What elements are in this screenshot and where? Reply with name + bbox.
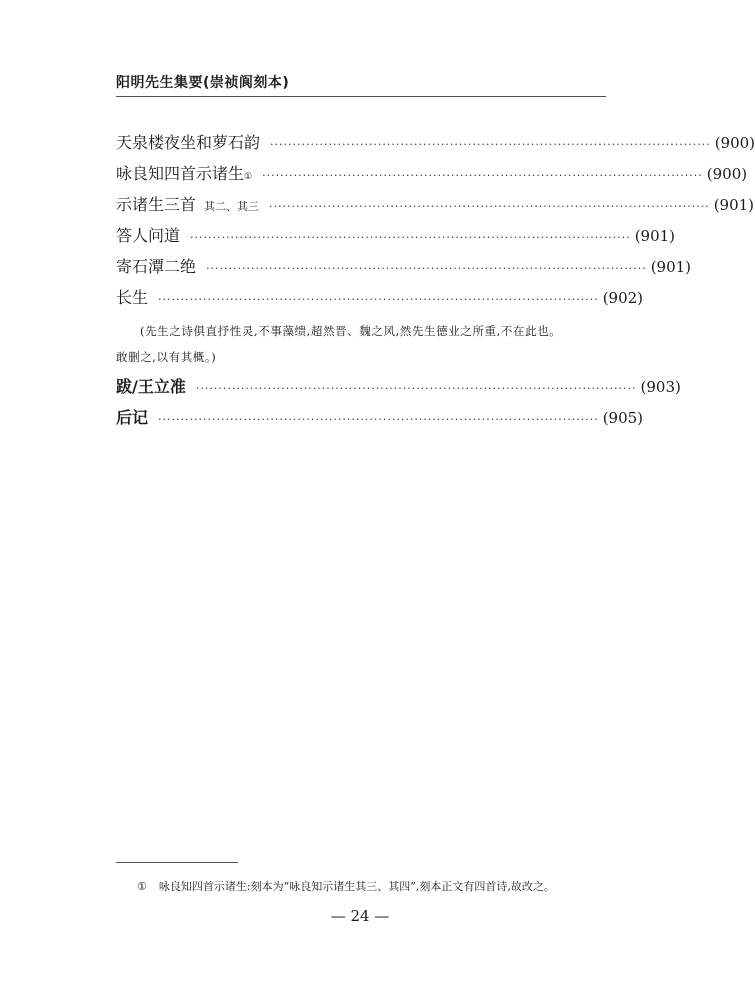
editorial-note-line: 敢删之,以有其概。) (116, 350, 217, 364)
dot-leader: ·································································································· (190, 231, 631, 244)
footnote-mark: ① (137, 880, 147, 893)
toc-entry-page: (901) (713, 196, 755, 214)
page-number: — 24 — (330, 907, 390, 925)
editorial-note (116, 318, 606, 370)
dot-leader: ·································································································· (206, 262, 647, 275)
toc-entry-title: 答人问道 (116, 226, 181, 245)
toc-entry-page: (901) (650, 258, 692, 276)
toc-entry-page: (902) (602, 289, 644, 307)
footnote-text: 咏良知四首示诸生:刻本为“咏良知示诸生其三、其四”,刻本正文有四首诗,故改之。 (158, 880, 555, 893)
dot-leader: ·································································································· (158, 413, 599, 426)
toc-entry-title: 后记 (116, 408, 149, 427)
toc-entry-page: (905) (602, 409, 644, 427)
toc-entry-page: (901) (634, 227, 676, 245)
toc-entry[interactable] (116, 405, 644, 436)
footnote (137, 878, 555, 894)
toc-entry[interactable] (116, 130, 755, 161)
toc-entry-page: (900) (706, 165, 748, 183)
toc-entry-page: (903) (640, 378, 681, 396)
toc-entry[interactable] (116, 374, 681, 405)
toc-entry-page: (900) (714, 134, 755, 152)
toc-entry[interactable] (116, 192, 755, 223)
toc-entry-title: 咏良知四首示诸生 (116, 164, 245, 183)
toc-entry-title: 寄石潭二绝 (116, 257, 197, 276)
toc-entry[interactable]: 咏良知四首示诸生 ① ·································································································· (900) (116, 161, 606, 192)
toc-entry-title: 长生 (116, 288, 149, 307)
dot-leader: ·································································································· (158, 293, 599, 306)
dot-leader: ·································································································· (195, 382, 637, 395)
toc-entry[interactable] (116, 254, 692, 285)
editorial-note-line: (先生之诗俱直抒性灵,不事藻缋,超然晋、魏之风,然先生德业之所重,不在此也。 (140, 324, 562, 338)
toc-entry[interactable] (116, 285, 644, 316)
toc-entry-title: 天泉楼夜坐和萝石韵 (116, 133, 261, 152)
table-of-contents (116, 130, 755, 436)
dot-leader: ·································································································· (269, 200, 710, 213)
dot-leader: ·································································································· (270, 138, 711, 151)
footnote-rule (116, 862, 238, 863)
toc-entry-title: 示诸生三首 (116, 195, 197, 214)
running-header: 阳明先生集要(崇祯阆刻本) (116, 75, 290, 91)
toc-entry[interactable] (116, 223, 676, 254)
header-rule (116, 96, 606, 97)
dot-leader: ·································································································· (262, 169, 703, 182)
toc-entry-subtitle: 其二、其三 (204, 200, 260, 213)
toc-entry-title: 跋/王立准 (116, 377, 186, 396)
